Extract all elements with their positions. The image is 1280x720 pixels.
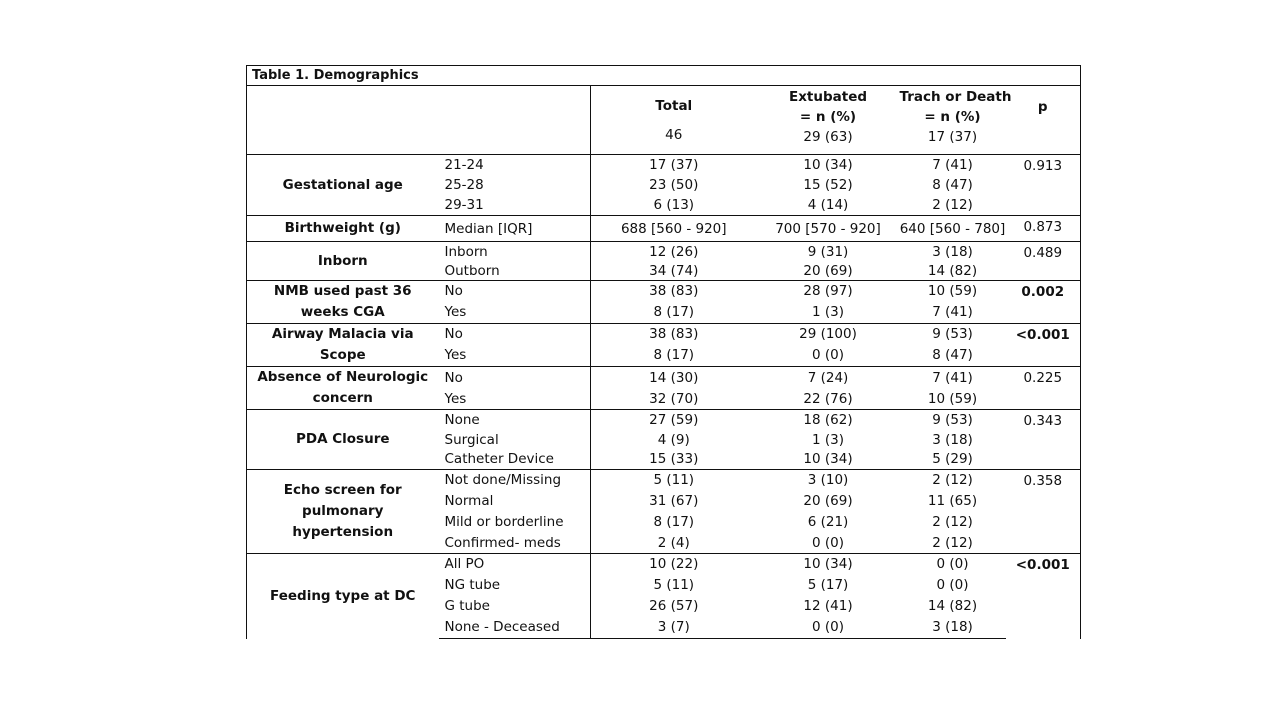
extubated-cell: 20 (69) [803, 493, 853, 509]
extubated-cell: 1 (3) [811, 304, 844, 321]
extubated-cell: 0 (0) [811, 534, 844, 551]
header-p: p [1006, 86, 1081, 155]
p-value-cell: 0.913 [1006, 155, 1081, 216]
trach-death-cell: 10 (59) [927, 390, 978, 407]
trach-death-cell: 14 (82) [927, 598, 978, 614]
table-row [247, 470, 1081, 491]
subcategory-cell: Yes [439, 388, 591, 410]
variable-name: NMB used past 36 weeks CGA [247, 281, 439, 324]
table-row [247, 554, 1081, 575]
extubated-cell: 15 (52) [803, 177, 853, 193]
trach-death-cell: 2 (12) [932, 534, 973, 551]
subcategory-cell: No [439, 324, 591, 345]
extubated-cell: 10 (34) [803, 451, 853, 468]
total-cell: 31 (67) [649, 493, 699, 509]
variable-name: Absence of Neurologic concern [247, 367, 439, 410]
extubated-cell: 6 (21) [807, 514, 849, 530]
subcategory-cell: 29-31 [439, 196, 591, 216]
subcategory-cell: Surgical [439, 430, 591, 450]
extubated-cell: 3 (10) [757, 470, 900, 491]
extubated-cell: 10 (34) [757, 155, 900, 175]
demographics-table [246, 65, 1081, 639]
total-cell: 38 (83) [591, 281, 757, 302]
subcategory-cell: Yes [439, 345, 591, 367]
table-row [247, 281, 1081, 302]
p-value-cell: 0.225 [1006, 367, 1081, 410]
trach-death-cell: 7 (41) [932, 304, 973, 321]
total-cell: 5 (11) [653, 577, 695, 593]
total-cell: 8 (17) [653, 304, 695, 321]
trach-death-cell: 9 (53) [900, 324, 1006, 345]
subcategory-cell: Not done/Missing [439, 470, 591, 491]
extubated-cell: 7 (24) [757, 367, 900, 389]
subcategory-cell: None - Deceased [439, 617, 591, 639]
title-row [247, 66, 1081, 86]
header-extubated-n: 29 (63) [803, 129, 853, 145]
extubated-cell: 28 (97) [757, 281, 900, 302]
p-value-cell: 0.002 [1006, 281, 1081, 324]
header-extubated-unit: = n (%) [799, 109, 857, 125]
total-cell: 8 (17) [653, 514, 695, 530]
header-row [247, 86, 1081, 155]
subcategory-cell: Inborn [439, 242, 591, 262]
subcategory-cell: G tube [439, 596, 591, 617]
variable-name: Echo screen for pulmonary hypertension [247, 470, 439, 554]
extubated-cell: 22 (76) [803, 390, 853, 407]
header-trach-unit: = n (%) [924, 109, 981, 125]
subcategory-cell: All PO [439, 554, 591, 575]
trach-death-cell: 3 (18) [932, 431, 973, 448]
table-body [247, 66, 1081, 639]
total-cell: 17 (37) [591, 155, 757, 175]
table-row [247, 242, 1081, 262]
subcategory-cell: Mild or borderline [439, 512, 591, 533]
trach-death-cell: 7 (41) [900, 155, 1006, 175]
variable-name: Feeding type at DC [247, 554, 439, 639]
subcategory-cell: Catheter Device [439, 450, 591, 470]
subcategory-cell: Normal [439, 491, 591, 512]
total-cell: 12 (26) [591, 242, 757, 262]
trach-death-cell: 3 (18) [900, 617, 1006, 639]
trach-death-cell: 2 (12) [900, 470, 1006, 491]
trach-death-cell: 3 (18) [900, 242, 1006, 262]
variable-name: Inborn [247, 242, 439, 281]
total-cell: 32 (70) [649, 390, 699, 407]
table-row [247, 216, 1081, 242]
subcategory-cell: No [439, 367, 591, 389]
total-cell: 3 (7) [591, 617, 757, 639]
extubated-cell: 5 (17) [807, 577, 849, 593]
p-value-cell: 0.489 [1006, 242, 1081, 281]
extubated-cell: 29 (100) [757, 324, 900, 345]
variable-name: Gestational age [247, 155, 439, 216]
subcategory-cell: NG tube [439, 575, 591, 596]
subcategory-cell: No [439, 281, 591, 302]
p-value-cell: <0.001 [1006, 554, 1081, 639]
trach-death-cell: 640 [560 - 780] [900, 216, 1006, 242]
variable-name: PDA Closure [247, 410, 439, 470]
trach-death-cell: 7 (41) [900, 367, 1006, 389]
subcategory-cell: 25-28 [439, 175, 591, 196]
subcategory-cell: Yes [439, 301, 591, 323]
subcategory-cell: Confirmed- meds [439, 533, 591, 554]
total-cell: 14 (30) [591, 367, 757, 389]
header-total [591, 86, 757, 155]
trach-death-cell: 11 (65) [927, 493, 978, 509]
total-cell: 26 (57) [649, 598, 699, 614]
header-extubated [757, 86, 900, 155]
trach-death-cell: 5 (29) [932, 451, 973, 468]
subcategory-cell: None [439, 410, 591, 430]
header-trach-label: Trach or Death [899, 89, 1012, 105]
extubated-cell: 0 (0) [811, 347, 844, 364]
total-cell: 23 (50) [649, 177, 699, 193]
total-cell: 10 (22) [591, 554, 757, 575]
total-cell: 34 (74) [649, 262, 699, 279]
table-row [247, 410, 1081, 430]
p-value-cell: 0.358 [1006, 470, 1081, 554]
table-row [247, 155, 1081, 175]
extubated-cell: 20 (69) [803, 262, 853, 279]
table-title: Table 1. Demographics [247, 66, 1081, 86]
extubated-cell: 10 (34) [757, 554, 900, 575]
subcategory-cell: Median [IQR] [439, 216, 591, 242]
trach-death-cell: 0 (0) [900, 554, 1006, 575]
subcategory-cell: Outborn [439, 262, 591, 281]
extubated-cell: 700 [570 - 920] [757, 216, 900, 242]
trach-death-cell: 2 (12) [932, 514, 973, 530]
variable-name: Birthweight (g) [247, 216, 439, 242]
header-total-n: 46 [665, 127, 683, 143]
total-cell: 4 (9) [657, 431, 690, 448]
trach-death-cell: 9 (53) [900, 410, 1006, 430]
p-value-cell: <0.001 [1006, 324, 1081, 367]
header-blank [247, 86, 591, 155]
table-row [247, 367, 1081, 389]
header-trach [899, 86, 1012, 155]
total-cell: 8 (17) [653, 347, 695, 364]
header-total-label: Total [655, 98, 693, 114]
total-cell: 5 (11) [591, 470, 757, 491]
trach-death-cell: 10 (59) [900, 281, 1006, 302]
trach-death-cell: 2 (12) [932, 197, 973, 214]
extubated-cell: 18 (62) [757, 410, 900, 430]
p-value-cell: 0.873 [1006, 216, 1081, 242]
header-trach-n: 17 (37) [927, 129, 978, 145]
total-cell: 688 [560 - 920] [591, 216, 757, 242]
total-cell: 38 (83) [591, 324, 757, 345]
total-cell: 6 (13) [653, 197, 695, 214]
extubated-cell: 0 (0) [757, 617, 900, 639]
total-cell: 15 (33) [649, 451, 699, 468]
trach-death-cell: 0 (0) [936, 577, 969, 593]
trach-death-cell: 8 (47) [932, 177, 973, 193]
p-value-cell: 0.343 [1006, 410, 1081, 470]
subcategory-cell: 21-24 [439, 155, 591, 175]
extubated-cell: 12 (41) [803, 598, 853, 614]
header-extubated-label: Extubated [788, 89, 868, 105]
trach-death-cell: 8 (47) [932, 347, 973, 364]
total-cell: 2 (4) [657, 534, 690, 551]
variable-name: Airway Malacia via Scope [247, 324, 439, 367]
extubated-cell: 1 (3) [811, 431, 844, 448]
extubated-cell: 4 (14) [807, 197, 849, 214]
trach-death-cell: 14 (82) [927, 262, 978, 279]
table-row [247, 324, 1081, 345]
total-cell: 27 (59) [591, 410, 757, 430]
extubated-cell: 9 (31) [757, 242, 900, 262]
